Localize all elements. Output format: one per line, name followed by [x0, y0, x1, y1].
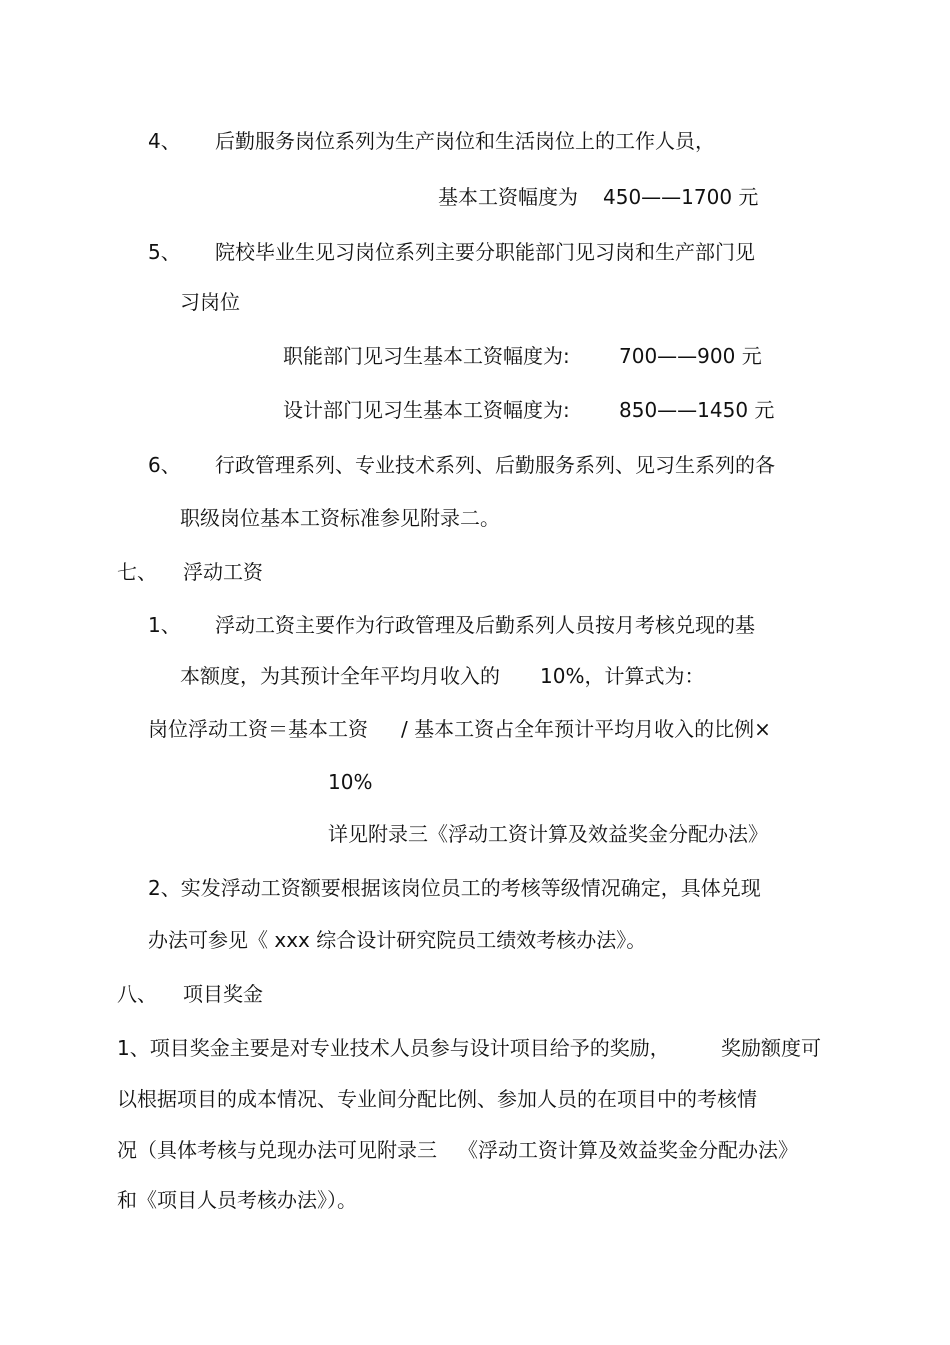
section-7-item-1-percent: 10%，计算式为： [540, 664, 705, 688]
item-4-range-label: 基本工资幅度为 [438, 185, 578, 209]
item-6-number: 6、 [148, 453, 181, 477]
section-8-title: 项目奖金 [183, 982, 263, 1006]
section-8-item-1-line-3b: 《浮动工资计算及效益奖金分配办法》 [458, 1138, 798, 1162]
item-5-range-1-label: 职能部门见习生基本工资幅度为: [283, 344, 570, 368]
item-5-number: 5、 [148, 240, 181, 264]
formula-left: 岗位浮动工资＝基本工资 [148, 717, 368, 741]
item-5-range-1-value: 700——900 元 [619, 344, 762, 368]
section-8-item-1-line-3a: 况（具体考核与兑现办法可见附录三 [117, 1138, 437, 1162]
section-7-number: 七、 [117, 560, 157, 584]
item-4-number: 4、 [148, 129, 181, 153]
section-8-item-1-line-2: 以根据项目的成本情况、专业间分配比例、参加人员的在项目中的考核情 [117, 1087, 757, 1111]
section-7-item-1-number: 1、 [148, 613, 181, 637]
item-4-text: 后勤服务岗位系列为生产岗位和生活岗位上的工作人员， [215, 129, 715, 153]
section-8-number: 八、 [117, 982, 157, 1006]
item-5-text-cont: 习岗位 [180, 290, 240, 314]
item-5-range-2-label: 设计部门见习生基本工资幅度为: [283, 398, 570, 422]
section-7-reference: 详见附录三《浮动工资计算及效益奖金分配办法》 [328, 822, 768, 846]
item-4-range-value: 450——1700 元 [603, 185, 759, 209]
section-8-item-1-line-1b: 奖励额度可 [721, 1036, 821, 1060]
item-5-text: 院校毕业生见习岗位系列主要分职能部门见习岗和生产部门见 [215, 240, 755, 264]
section-7-item-2-line-2: 办法可参见《 xxx 综合设计研究院员工绩效考核办法》。 [148, 928, 647, 952]
formula-percent: 10% [328, 770, 373, 794]
section-8-item-1-line-4: 和《项目人员考核办法》）。 [117, 1188, 357, 1212]
section-7-title: 浮动工资 [183, 560, 263, 584]
section-8-item-1-line-1a: 1、项目奖金主要是对专业技术人员参与设计项目给予的奖励， [117, 1036, 670, 1060]
item-5-range-2-value: 850——1450 元 [619, 398, 775, 422]
formula-right: / 基本工资占全年预计平均月收入的比例× [401, 717, 771, 741]
item-6-text-cont: 职级岗位基本工资标准参见附录二。 [180, 506, 500, 530]
section-7-item-1-text: 浮动工资主要作为行政管理及后勤系列人员按月考核兑现的基 [215, 613, 755, 637]
item-6-text: 行政管理系列、专业技术系列、后勤服务系列、见习生系列的各 [215, 453, 775, 477]
section-7-item-1-text-cont: 本额度，为其预计全年平均月收入的 [180, 664, 500, 688]
section-7-item-2-line-1: 2、实发浮动工资额要根据该岗位员工的考核等级情况确定，具体兑现 [148, 876, 761, 900]
